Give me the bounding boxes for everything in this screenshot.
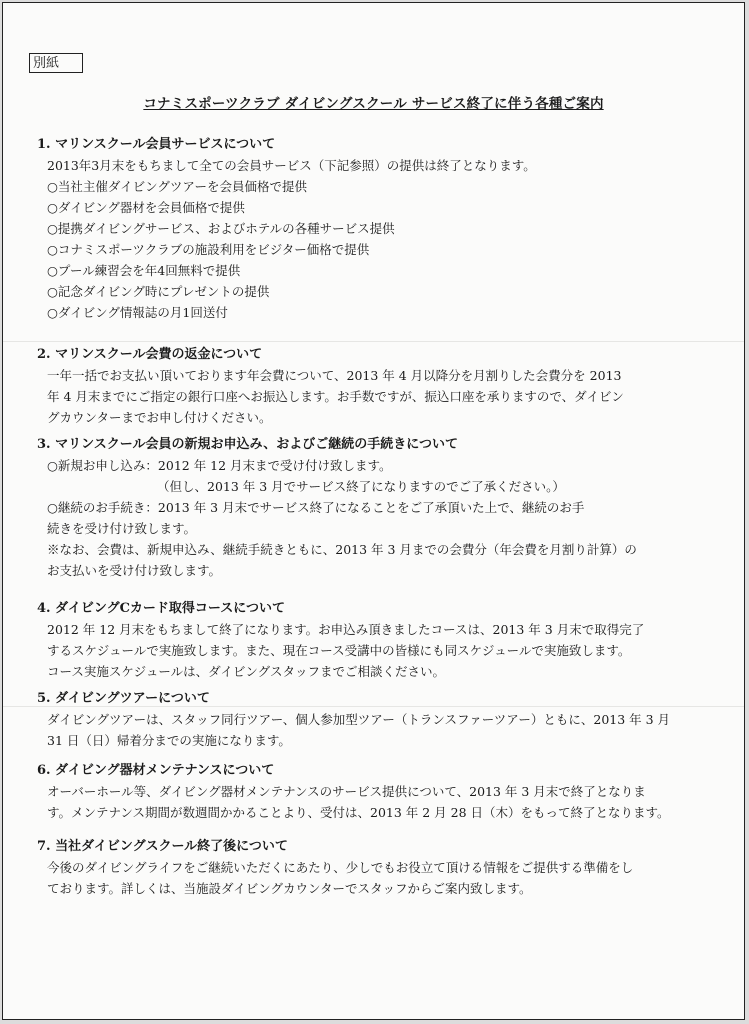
list-item: ○ダイビング器材を会員価格で提供 — [47, 200, 245, 215]
section-text: ※なお、会費は、新規申込み、継続手続きともに、2013 年 3 月までの会費分（年会費を月割り計算）の — [47, 542, 637, 557]
section-text: 一年一括でお支払い頂いております年会費について、2013 年 4 月以降分を月割りした会費分を 2013 — [47, 368, 622, 383]
section-text: 年 4 月末までにご指定の銀行口座へお振込します。お手数ですが、振込口座を承りますので、ダイビン — [47, 389, 624, 404]
section-heading: 3. マリンスクール会員の新規お申込み、およびご継続の手続きについて — [37, 437, 458, 452]
section-text: グカウンターまでお申し付けください。 — [47, 410, 272, 425]
list-item: ○コナミスポーツクラブの施設利用をビジター価格で提供 — [47, 242, 370, 257]
section-text: 続きを受け付け致します。 — [47, 521, 197, 536]
section-heading: 1. マリンスクール会員サービスについて — [37, 137, 276, 152]
section-text: す。メンテナンス期間が数週間かかることより、受付は、2013 年 2 月 28 日（木）をもって終了となります。 — [47, 805, 670, 820]
section-heading: 5. ダイビングツアーについて — [37, 691, 210, 706]
paper-fold — [3, 341, 744, 342]
document-title: コナミスポーツクラブ ダイビングスクール サービス終了に伴う各種ご案内 — [143, 96, 604, 112]
section-text: オーバーホール等、ダイビング器材メンテナンスのサービス提供について、2013 年 3 月末で終了となりま — [47, 784, 646, 799]
section-7 — [37, 837, 697, 899]
section-heading: 7. 当社ダイビングスクール終了後について — [37, 839, 288, 854]
list-item: ○ダイビング情報誌の月1回送付 — [47, 305, 228, 320]
section-text: （但し、2013 年 3 月でサービス終了になりますのでご了承ください。） — [157, 479, 565, 494]
section-3 — [37, 435, 697, 581]
service-list — [47, 176, 697, 323]
section-text: ○継続のお手続き：2013 年 3 月末でサービス終了になることをご了承頂いた上で、継続のお手 — [47, 500, 585, 515]
section-heading: 2. マリンスクール会費の返金について — [37, 347, 263, 362]
section-heading: 4. ダイビングCカード取得コースについて — [37, 601, 286, 616]
list-item: ○提携ダイビングサービス、およびホテルの各種サービス提供 — [47, 221, 395, 236]
section-2 — [37, 345, 697, 428]
section-5 — [37, 689, 697, 751]
section-6 — [37, 761, 697, 823]
list-item: ○当社主催ダイビングツアーを会員価格で提供 — [47, 179, 308, 194]
section-text: ダイビングツアーは、スタッフ同行ツアー、個人参加型ツアー（トランスファーツアー）ともに、2013 年 3 月 — [47, 712, 671, 727]
section-text: ております。詳しくは、当施設ダイビングカウンターでスタッフからご案内致します。 — [47, 881, 532, 896]
document-page — [2, 2, 745, 1020]
list-item: ○プール練習会を年4回無料で提供 — [47, 263, 241, 278]
attachment-label: 別紙 — [29, 53, 83, 73]
list-item: ○記念ダイビング時にプレゼントの提供 — [47, 284, 270, 299]
section-text: 2012 年 12 月末をもちまして終了になります。お申込み頂きましたコースは、2013 年 3 月末で取得完了 — [47, 622, 645, 637]
section-text: 2013年3月末をもちまして全ての会員サービス（下記参照）の提供は終了となります。 — [47, 158, 536, 173]
section-text: 今後のダイビングライフをご継続いただくにあたり、少しでもお役立て頂ける情報をご提供する準備をし — [47, 860, 634, 875]
section-text: 31 日（日）帰着分までの実施になります。 — [47, 733, 291, 748]
section-text: ○新規お申し込み：2012 年 12 月末まで受け付け致します。 — [47, 458, 392, 473]
section-heading: 6. ダイビング器材メンテナンスについて — [37, 763, 275, 778]
section-text: するスケジュールで実施致します。また、現在コース受講中の皆様にも同スケジュールで実施致します。 — [47, 643, 631, 658]
section-text: コース実施スケジュールは、ダイビングスタッフまでご相談ください。 — [47, 664, 446, 679]
section-text: お支払いを受け付け致します。 — [47, 563, 222, 578]
section-4 — [37, 599, 697, 682]
section-1 — [37, 135, 697, 323]
